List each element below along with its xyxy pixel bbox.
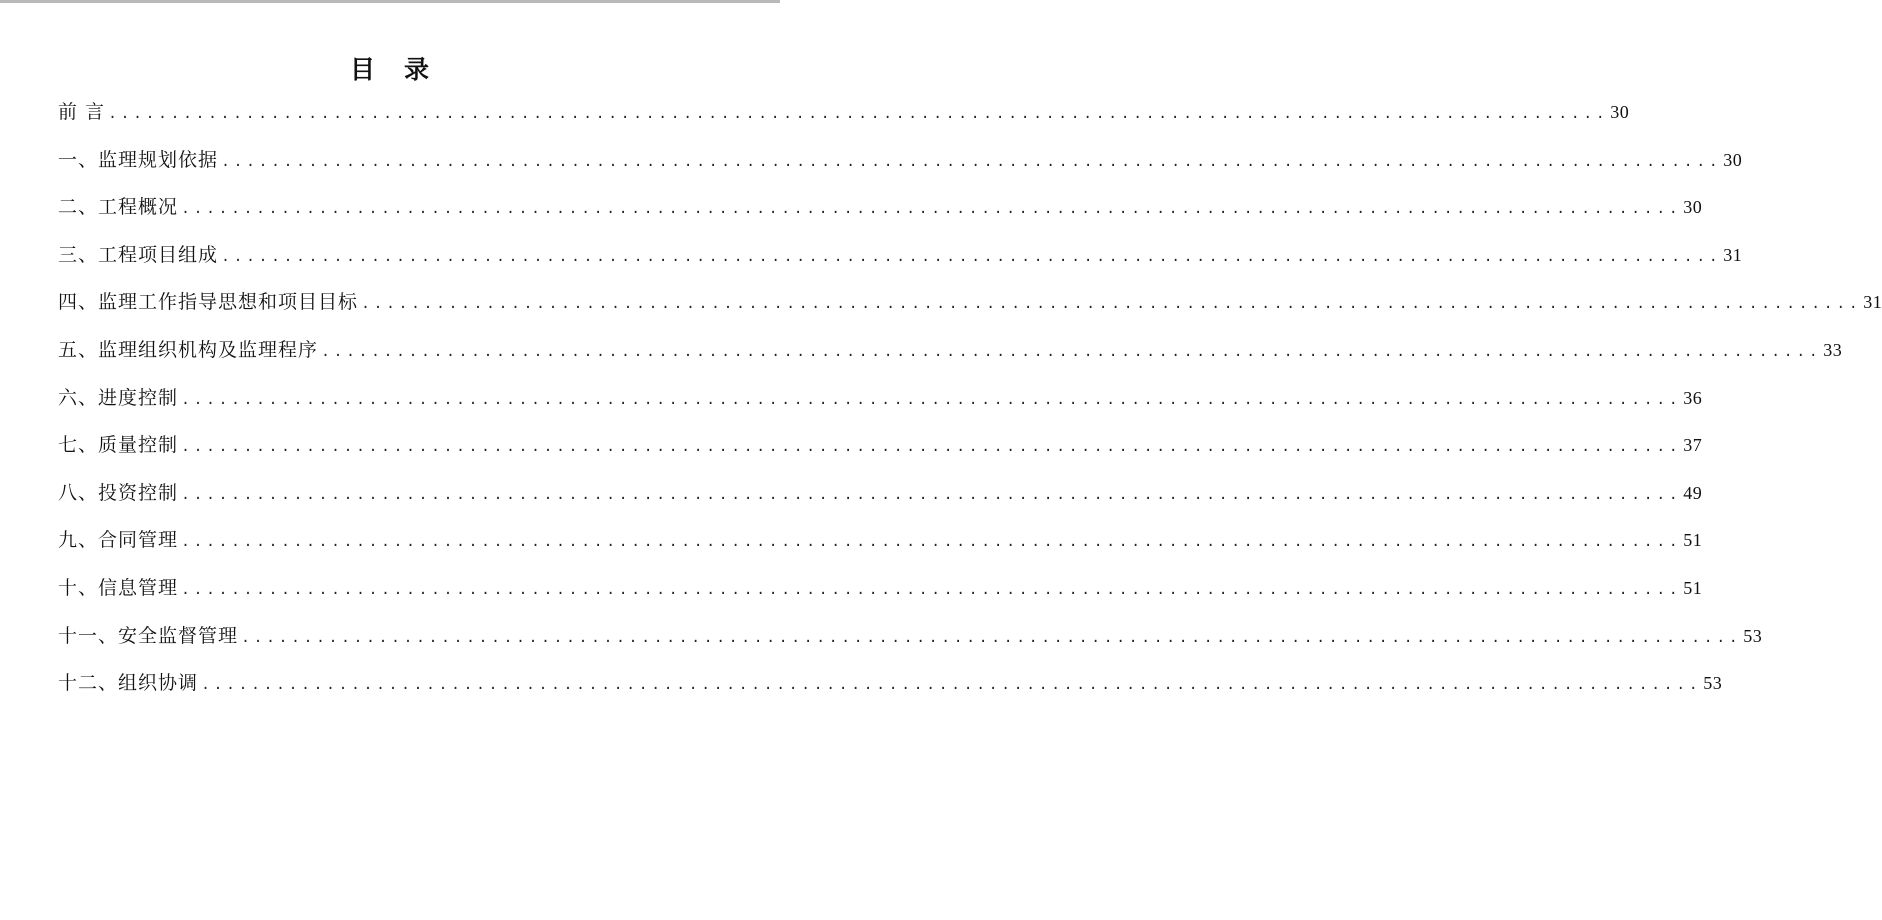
- toc-entry-page-number: 33: [1823, 339, 1843, 360]
- toc-entry-page-number: 51: [1683, 530, 1703, 551]
- toc-dot-leader: ........................................................................................................................: [361, 296, 1862, 314]
- toc-entry[interactable]: [58, 287, 1882, 335]
- toc-entry-label: 十二、组织协调: [58, 672, 199, 695]
- toc-dot-leader: ........................................................................................................................: [201, 677, 1702, 695]
- toc-entry-page-number: 30: [1683, 197, 1703, 218]
- page-top-border: [0, 0, 780, 3]
- toc-dot-leader: ........................................................................................................................: [181, 486, 1682, 504]
- toc-entry-label: 九、合同管理: [58, 529, 179, 552]
- toc-title-char-2: 录: [404, 55, 431, 84]
- toc-entry[interactable]: [58, 573, 1703, 621]
- toc-dot-leader: ........................................................................................................................: [221, 248, 1722, 266]
- toc-entry-label: 六、进度控制: [58, 386, 179, 409]
- toc-entry[interactable]: [58, 430, 1703, 478]
- toc-dot-leader: ........................................................................................................................: [181, 581, 1682, 599]
- toc-entry[interactable]: [58, 145, 1743, 193]
- toc-entry[interactable]: [58, 525, 1703, 573]
- toc-entry-page-number: 31: [1723, 244, 1743, 265]
- toc-entry-page-number: 51: [1683, 577, 1703, 598]
- toc-list: [58, 97, 1882, 716]
- toc-entry-label: 八、投资控制: [58, 481, 179, 504]
- toc-entry-label: 四、监理工作指导思想和项目目标: [58, 291, 359, 314]
- toc-entry-label: 五、监理组织机构及监理程序: [58, 338, 319, 361]
- toc-entry-page-number: 37: [1683, 435, 1703, 456]
- toc-entry-label: 二、工程概况: [58, 196, 179, 219]
- toc-entry-page-number: 30: [1610, 102, 1630, 122]
- toc-entry[interactable]: [58, 383, 1703, 431]
- toc-entry-label: 一、监理规划依据: [58, 148, 219, 171]
- toc-entry-label: 前 言: [58, 101, 106, 123]
- toc-entry[interactable]: [58, 97, 1630, 145]
- toc-entry-label: 十、信息管理: [58, 576, 179, 599]
- toc-entry-page-number: 53: [1743, 625, 1763, 646]
- toc-entry-page-number: 31: [1863, 292, 1882, 313]
- toc-entry[interactable]: [58, 668, 1723, 716]
- toc-dot-leader: ........................................................................................................................: [321, 343, 1822, 361]
- toc-entry[interactable]: [58, 621, 1763, 669]
- toc-entry-label: 三、工程项目组成: [58, 243, 219, 266]
- toc-entry-label: 七、质量控制: [58, 434, 179, 457]
- toc-dot-leader: ........................................................................................................................: [181, 534, 1682, 552]
- toc-dot-leader: ........................................................................................................................: [221, 153, 1722, 171]
- toc-entry[interactable]: [58, 192, 1703, 240]
- toc-entry-label: 十一、安全监督管理: [58, 624, 239, 647]
- toc-dot-leader: ........................................................................................................................: [181, 391, 1682, 409]
- toc-dot-leader: ........................................................................................................................: [181, 439, 1682, 457]
- toc-entry[interactable]: [58, 240, 1743, 288]
- toc-title-char-1: 目: [349, 55, 376, 84]
- toc-dot-leader: ........................................................................................................................: [241, 629, 1742, 647]
- toc-dot-leader: ........................................................................................................................: [181, 201, 1682, 219]
- toc-dot-leader: ........................................................................................................................: [108, 106, 1609, 123]
- toc-entry-page-number: 36: [1683, 387, 1703, 408]
- toc-entry-page-number: 49: [1683, 482, 1703, 503]
- toc-entry[interactable]: [58, 478, 1703, 526]
- toc-title: [0, 52, 780, 88]
- toc-entry-page-number: 53: [1703, 673, 1723, 694]
- toc-entry[interactable]: [58, 335, 1843, 383]
- toc-entry-page-number: 30: [1723, 149, 1743, 170]
